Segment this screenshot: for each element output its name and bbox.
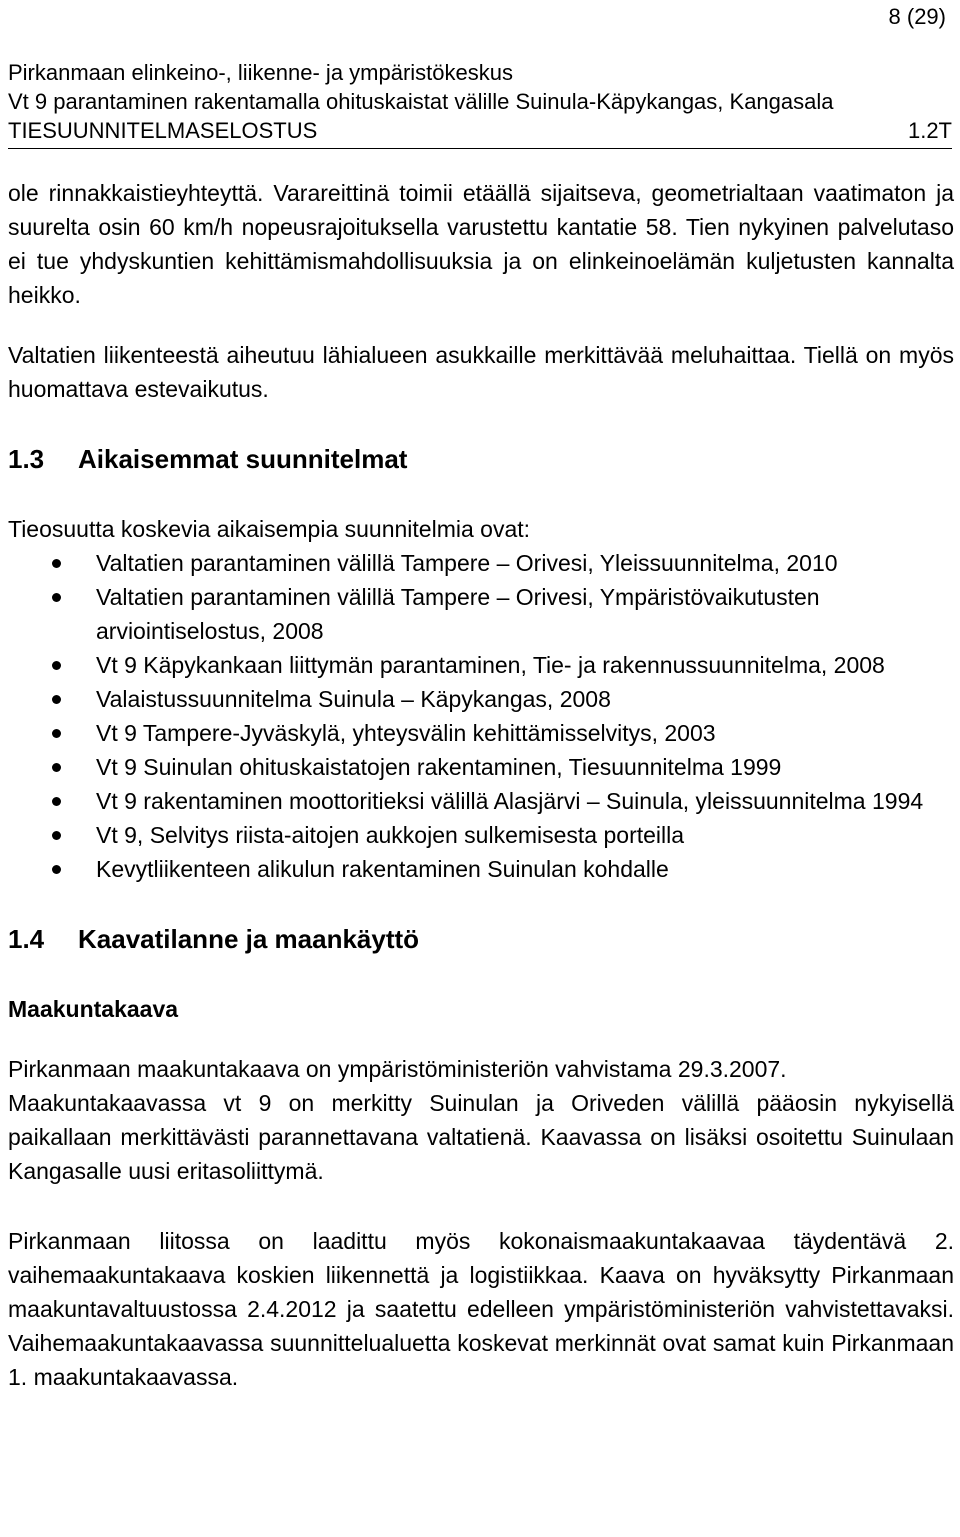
- section-number: 1.4: [8, 924, 45, 954]
- header-project: Vt 9 parantaminen rakentamalla ohituskaistat välille Suinula-Käpykangas, Kangasala: [8, 89, 834, 114]
- list-item: Kevytliikenteen alikulun rakentaminen Suinulan kohdalle: [8, 852, 954, 886]
- bullet-icon: [52, 729, 61, 738]
- document-body: [8, 176, 954, 1394]
- header-doc-code: 1.2T: [907, 118, 952, 143]
- header-doc-type: TIESUUNNITELMASELOSTUS: [8, 118, 318, 143]
- bullet-icon: [52, 797, 61, 806]
- subheading-maakuntakaava: Maakuntakaava: [8, 996, 179, 1022]
- paragraph-noise: Valtatien liikenteestä aiheutuu lähialueen asukkaille merkittävää meluhaittaa. Tiellä on myös huomattava estevaikutus.: [8, 342, 954, 402]
- document-header: [8, 58, 952, 145]
- bullet-icon: [52, 865, 61, 874]
- section-heading-1-4: [8, 922, 954, 956]
- header-organization: Pirkanmaan elinkeino-, liikenne- ja ympäristökeskus: [8, 60, 514, 85]
- list-item: Vt 9 Tampere-Jyväskylä, yhteysvälin kehittämisselvitys, 2003: [8, 716, 954, 750]
- paragraph-intro: ole rinnakkaistieyhteyttä. Varareittinä toimii etäällä sijaitseva, geometrialtaan vaatimaton ja suurelta osin 60 km/h nopeusrajoituksella varustettu kantatie 58. Tien nykyinen palvelutaso ei tue yhdyskuntien kehittämismahdollisuuksia ja on elinkeinoelämän kuljetusten kannalta heikko.: [8, 180, 954, 308]
- bullet-icon: [52, 593, 61, 602]
- plans-intro: Tieosuutta koskevia aikaisempia suunnitelmia ovat:: [8, 516, 531, 542]
- header-doc-row: [8, 116, 952, 145]
- page-number: 8 (29): [888, 4, 946, 29]
- bullet-icon: [52, 661, 61, 670]
- section-title: Aikaisemmat suunnitelmat: [78, 444, 408, 474]
- paragraph-plan-marking: Maakuntakaavassa vt 9 on merkitty Suinulan ja Oriveden välillä pääosin nykyisellä paikallaan merkittävästi parannettavana valtatienä. Kaavassa on lisäksi osoitettu Suinulaan Kangasalle uusi eritasoliittymä.: [8, 1090, 954, 1184]
- section-heading-1-3: [8, 442, 954, 476]
- list-item: Valtatien parantaminen välillä Tampere – Orivesi, Ympäristövaikutusten arviointiselostus, 2008: [8, 580, 954, 648]
- plans-list: [8, 546, 954, 886]
- list-item: Vt 9 Käpykankaan liittymän parantaminen, Tie- ja rakennussuunnitelma, 2008: [8, 648, 954, 682]
- paragraph-confirmation: Pirkanmaan maakuntakaava on ympäristöministeriön vahvistama 29.3.2007.: [8, 1056, 787, 1082]
- bullet-icon: [52, 559, 61, 568]
- list-item: Valtatien parantaminen välillä Tampere – Orivesi, Yleissuunnitelma, 2010: [8, 546, 954, 580]
- header-divider: [8, 148, 952, 149]
- list-item: Vt 9 rakentaminen moottoritieksi välillä Alasjärvi – Suinula, yleissuunnitelma 1994: [8, 784, 954, 818]
- section-number: 1.3: [8, 444, 45, 474]
- bullet-icon: [52, 763, 61, 772]
- list-item: Vt 9 Suinulan ohituskaistatojen rakentaminen, Tiesuunnitelma 1999: [8, 750, 954, 784]
- bullet-icon: [52, 695, 61, 704]
- section-title: Kaavatilanne ja maankäyttö: [78, 924, 420, 954]
- list-item: Valaistussuunnitelma Suinula – Käpykangas, 2008: [8, 682, 954, 716]
- list-item: Vt 9, Selvitys riista-aitojen aukkojen sulkemisesta porteilla: [8, 818, 954, 852]
- paragraph-phase-plan: Pirkanmaan liitossa on laadittu myös kokonaismaakuntakaavaa täydentävä 2. vaihemaakuntakaava koskien liikennettä ja logistiikkaa. Kaava on hyväksytty Pirkanmaan maakuntavaltuustossa 2.4.2012 ja saatettu edelleen ympäristöministeriön vahvistettavaksi. Vaihemaakuntakaavassa suunnittelualuetta koskevat merkinnät ovat samat kuin Pirkanmaan 1. maakuntakaavassa.: [8, 1228, 954, 1390]
- bullet-icon: [52, 831, 61, 840]
